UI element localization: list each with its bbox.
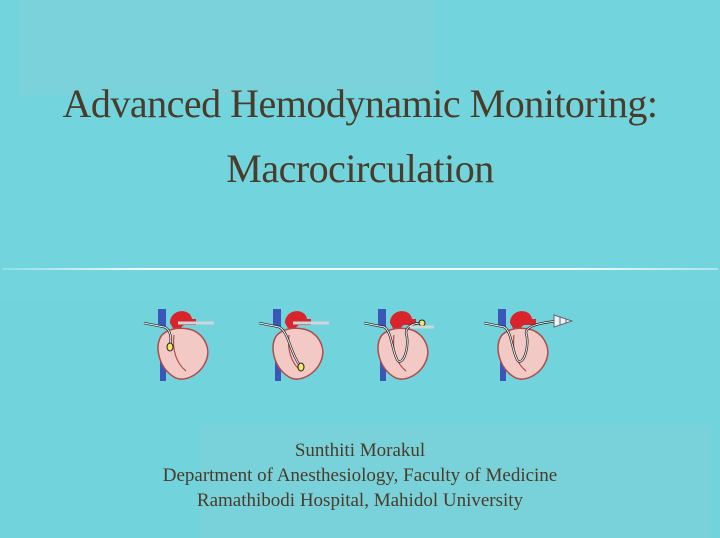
author-name: Sunthiti Morakul: [294, 440, 426, 461]
slide-title-line-1: Advanced Hemodynamic Monitoring:: [62, 81, 658, 126]
heart-catheter-right-atrium-icon: [140, 305, 220, 385]
heart-illustrations: [0, 305, 720, 385]
heart-catheter-wedge-icon: [480, 305, 580, 385]
author-institution: Ramathibodi Hospital, Mahidol University: [196, 490, 524, 511]
author-department: Department of Anesthesiology, Faculty of Medicine: [162, 465, 558, 486]
heart-catheter-pulmonary-artery-icon: [360, 305, 440, 385]
divider: [2, 268, 718, 270]
heart-catheter-right-ventricle-icon: [255, 305, 335, 385]
slide-title-line-2: Macrocirculation: [226, 146, 494, 191]
